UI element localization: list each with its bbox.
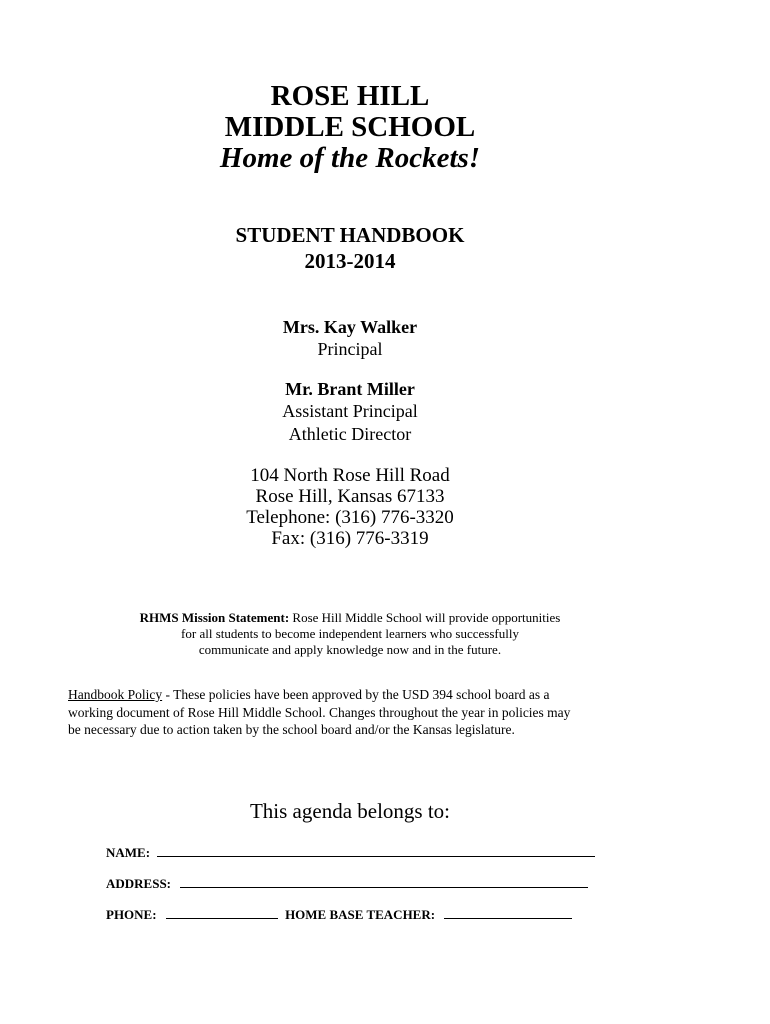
address-row [106, 873, 588, 893]
school-name-line1: ROSE HILL [270, 80, 430, 112]
phone-teacher-row [106, 904, 572, 924]
principal-role: Principal [317, 339, 383, 359]
home-base-teacher-label: HOME BASE TEACHER: [285, 907, 436, 922]
address-telephone: Telephone: (316) 776-3320 [246, 507, 454, 528]
mission-statement-line1 [0, 610, 700, 626]
handbook-policy [68, 686, 708, 739]
assistant-principal-name: Mr. Brant Miller [285, 379, 415, 399]
address-fax: Fax: (316) 776-3319 [271, 528, 429, 549]
phone-blank-line[interactable] [166, 904, 278, 919]
athletic-director-role: Athletic Director [288, 424, 412, 444]
address-blank-line[interactable] [180, 873, 588, 888]
handbook-policy-line1 [68, 686, 708, 704]
handbook-year: 2013-2014 [304, 249, 396, 273]
school-name-line2: MIDDLE SCHOOL [224, 111, 476, 143]
principal-name: Mrs. Kay Walker [282, 317, 418, 337]
home-base-teacher-blank-line[interactable] [444, 904, 572, 919]
name-blank-line[interactable] [157, 842, 595, 857]
address-label: ADDRESS: [106, 876, 172, 891]
mission-statement-text1: Rose Hill Middle School will provide opportunities [289, 610, 561, 625]
assistant-principal-role: Assistant Principal [282, 401, 418, 421]
handbook-policy-line2: working document of Rose Hill Middle School. Changes throughout the year in policies may [68, 704, 571, 720]
handbook-policy-label: Handbook Policy [68, 687, 163, 702]
mission-statement-line3: communicate and apply knowledge now and in the future. [198, 642, 502, 657]
mission-statement-line2: for all students to become independent learners who successfully [181, 626, 519, 641]
handbook-title: STUDENT HANDBOOK [235, 223, 465, 247]
name-row [106, 842, 595, 862]
school-tagline: Home of the Rockets! [219, 142, 481, 174]
address-street: 104 North Rose Hill Road [250, 465, 450, 486]
handbook-policy-text1: - These policies have been approved by the USD 394 school board as a [162, 687, 550, 702]
address-city: Rose Hill, Kansas 67133 [255, 486, 445, 507]
handbook-policy-line3: be necessary due to action taken by the school board and/or the Kansas legislature. [68, 722, 515, 737]
agenda-owner-heading: This agenda belongs to: [249, 799, 451, 823]
phone-label: PHONE: [106, 907, 157, 922]
name-label: NAME: [106, 845, 151, 860]
mission-statement-label: RHMS Mission Statement: [139, 610, 290, 625]
